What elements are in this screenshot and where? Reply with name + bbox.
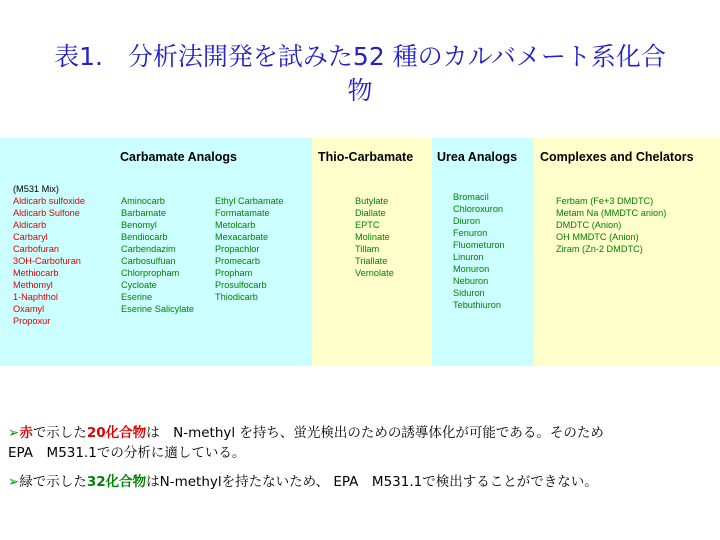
- compound-item: DMDTC (Anion): [556, 220, 622, 230]
- arrow-bullet-icon: ➢: [8, 425, 20, 441]
- compound-item: Tebuthiuron: [453, 300, 502, 310]
- compound-item: Chloroxuron: [453, 204, 504, 214]
- compound-item: Fenuron: [453, 228, 488, 238]
- compound-item: Aldicarb sulfoxide: [13, 196, 86, 206]
- urea-list: [453, 191, 505, 311]
- compound-item: Carbaryl: [13, 232, 48, 242]
- compound-item: Carbofuran: [13, 244, 59, 254]
- note-1-part-2: は N-methyl を持ち、蛍光検出のための誘導体化が可能である。そのため: [146, 425, 604, 441]
- note-1-part-1: で示した: [32, 425, 87, 441]
- compound-item: Eserine: [121, 292, 153, 302]
- compound-item: Vernolate: [355, 268, 394, 278]
- complexes-list: [556, 195, 666, 255]
- compound-item: Propachlor: [215, 244, 260, 254]
- complexes-header: Complexes and Chelators: [540, 150, 694, 164]
- arrow-bullet-icon: ➢: [8, 474, 20, 490]
- compound-item: Butylate: [355, 196, 389, 206]
- note-red-compounds: [8, 423, 604, 463]
- compound-item: 1-Naphthol: [13, 292, 58, 302]
- compound-item: Neburon: [453, 276, 489, 286]
- compound-item: Mexacarbate: [215, 232, 269, 242]
- compound-item: Cycloate: [121, 280, 157, 290]
- compound-item: Promecarb: [215, 256, 260, 266]
- compound-item: Linuron: [453, 252, 484, 262]
- compound-item: Fluometuron: [453, 240, 505, 250]
- title-line-1: 表1. 分析法開発を試みた52 種のカルバメート系化合: [54, 42, 666, 71]
- compound-item: Tillam: [355, 244, 380, 254]
- note-green-compounds: [8, 472, 598, 492]
- compound-item: Carbendazim: [121, 244, 176, 254]
- note-1-count: 20化合物: [86, 425, 147, 441]
- compound-item: Formatamate: [215, 208, 270, 218]
- compound-item: Diuron: [453, 216, 481, 226]
- compound-item: EPTC: [355, 220, 380, 230]
- compound-item: Carbosulfuan: [121, 256, 176, 266]
- compound-item: Ferbam (Fe+3 DMDTC): [556, 196, 654, 206]
- compound-item: Ethyl Carbamate: [215, 196, 284, 206]
- compound-item: Aminocarb: [121, 196, 165, 206]
- title-line-2: 物: [347, 76, 373, 105]
- compound-item: Prosulfocarb: [215, 280, 267, 290]
- compound-item: Metam Na (MMDTC anion): [556, 208, 667, 218]
- compound-item: Thiodicarb: [215, 292, 258, 302]
- carbamate-list-2: [121, 195, 194, 315]
- carbamate-header: Carbamate Analogs: [120, 150, 237, 164]
- compound-item: Diallate: [355, 208, 386, 218]
- thio-carbamate-list: [355, 195, 394, 279]
- compound-item: Molinate: [355, 232, 390, 242]
- thio-carbamate-header: Thio-Carbamate: [318, 150, 414, 164]
- note-2-count: 32化合物: [86, 474, 147, 490]
- compound-item: Metolcarb: [215, 220, 256, 230]
- note-1-line-2: EPA M531.1での分析に適している。: [8, 445, 246, 461]
- page-title: [0, 40, 720, 108]
- compound-item: OH MMDTC (Anion): [556, 232, 639, 242]
- compound-item: Benomyl: [121, 220, 157, 230]
- note-1-red-word: 赤: [19, 425, 33, 441]
- note-2-part-1: 緑で示した: [19, 474, 87, 490]
- compound-item: Propham: [215, 268, 253, 278]
- compound-item: Siduron: [453, 288, 485, 298]
- note-2-part-2: はN-methylを持たないため、 EPA M531.1で検出することができない。: [146, 474, 598, 490]
- compound-item: Monuron: [453, 264, 490, 274]
- compound-item: Ziram (Zn-2 DMDTC): [556, 244, 643, 254]
- compound-item: (M531 Mix): [13, 184, 59, 194]
- carbamate-list-3: [215, 195, 283, 303]
- urea-header: Urea Analogs: [437, 150, 518, 164]
- compound-item: Chlorpropham: [121, 268, 180, 278]
- note-1-line-1: [8, 423, 604, 443]
- compound-item: Methiocarb: [13, 268, 59, 278]
- compound-item: Eserine Salicylate: [121, 304, 195, 314]
- compound-item: Oxamyl: [13, 304, 45, 314]
- compound-item: Bendiocarb: [121, 232, 168, 242]
- compound-item: Methomyl: [13, 280, 53, 290]
- compound-item: Bromacil: [453, 192, 489, 202]
- compound-item: Triallate: [355, 256, 388, 266]
- compound-item: 3OH-Carbofuran: [13, 256, 81, 266]
- compound-item: Aldicarb Sulfone: [13, 208, 80, 218]
- compound-item: Propoxur: [13, 316, 51, 326]
- carbamate-list-1: [13, 183, 85, 327]
- compound-item: Aldicarb: [13, 220, 47, 230]
- compound-item: Barbamate: [121, 208, 166, 218]
